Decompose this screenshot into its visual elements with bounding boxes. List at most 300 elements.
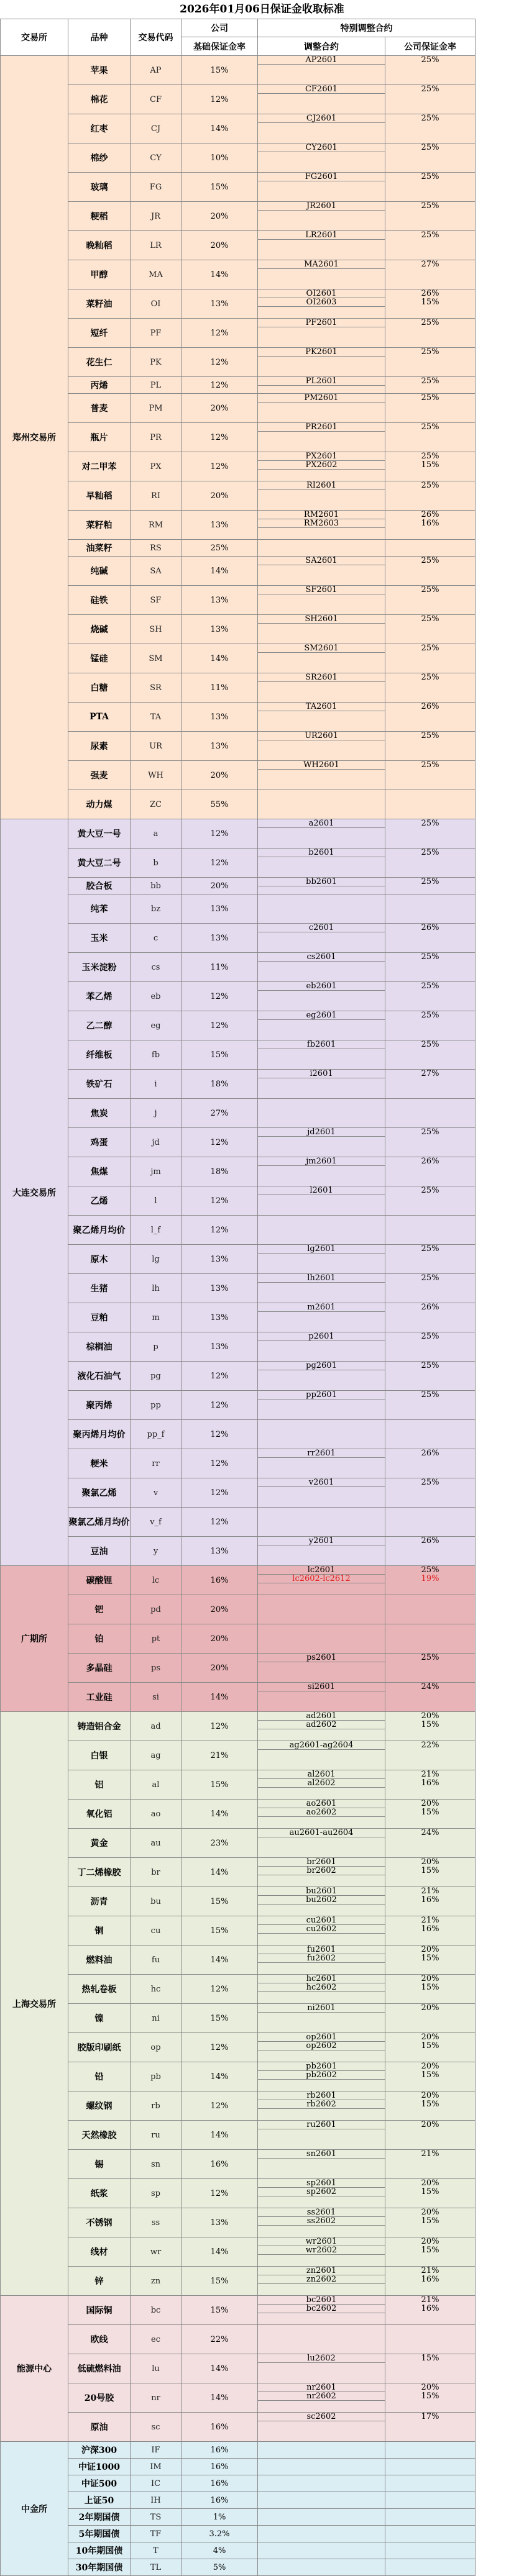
special-rate: 25% bbox=[421, 1391, 439, 1400]
special-rate: 25% bbox=[421, 615, 439, 624]
special-contract: zn2602 bbox=[258, 2275, 385, 2284]
product-name: 黄金 bbox=[68, 1829, 131, 1858]
product-name: 焦炭 bbox=[68, 1099, 131, 1128]
product-code: IC bbox=[131, 2475, 182, 2492]
special-rates bbox=[385, 1011, 476, 1040]
exchange-name: 能源中心 bbox=[0, 2296, 68, 2442]
special-rate: 26% bbox=[421, 1449, 439, 1458]
special-rates bbox=[385, 2179, 476, 2208]
special-contract: SF2601 bbox=[258, 586, 385, 594]
product-code: pp_f bbox=[131, 1420, 182, 1449]
special-rate: 25% bbox=[421, 1566, 439, 1575]
special-rate: 20% bbox=[421, 2004, 439, 2013]
base-rate: 20% bbox=[182, 761, 258, 790]
product-code: b bbox=[131, 849, 182, 878]
special-contracts bbox=[258, 557, 385, 586]
product-code: m bbox=[131, 1303, 182, 1332]
special-rates bbox=[385, 2526, 476, 2542]
special-contracts bbox=[258, 2475, 385, 2492]
product-name: 铝 bbox=[68, 1770, 131, 1800]
base-rate: 12% bbox=[182, 377, 258, 394]
special-contracts bbox=[258, 2267, 385, 2296]
special-rate: 25% bbox=[421, 849, 439, 857]
special-rates bbox=[385, 819, 476, 849]
special-rate: 25% bbox=[421, 56, 439, 65]
base-rate: 14% bbox=[182, 260, 258, 289]
base-rate: 18% bbox=[182, 1070, 258, 1099]
special-contracts bbox=[258, 1858, 385, 1887]
special-contract: ad2602 bbox=[258, 1721, 385, 1729]
special-rate: 16% bbox=[421, 1895, 439, 1905]
special-rates bbox=[385, 1946, 476, 1975]
product-name: 烧碱 bbox=[68, 615, 131, 644]
special-contracts bbox=[258, 377, 385, 394]
product-name: 尿素 bbox=[68, 732, 131, 761]
product-name: 粳米 bbox=[68, 1449, 131, 1478]
product-name: 欧线 bbox=[68, 2325, 131, 2354]
special-rate: 25% bbox=[421, 173, 439, 181]
special-rates bbox=[385, 173, 476, 202]
special-rate: 26% bbox=[421, 511, 439, 519]
base-rate: 12% bbox=[182, 2033, 258, 2062]
product-code: PM bbox=[131, 394, 182, 423]
special-contracts bbox=[258, 511, 385, 540]
special-contract: cu2601 bbox=[258, 1916, 385, 1925]
product-code: CY bbox=[131, 143, 182, 173]
special-contracts bbox=[258, 1916, 385, 1946]
special-rates bbox=[385, 231, 476, 260]
special-rates bbox=[385, 423, 476, 452]
product-name: 玻璃 bbox=[68, 173, 131, 202]
special-rate: 20% bbox=[421, 2237, 439, 2246]
base-rate: 14% bbox=[182, 1946, 258, 1975]
product-code: cs bbox=[131, 953, 182, 982]
special-rate: 25% bbox=[421, 202, 439, 211]
base-rate: 14% bbox=[182, 644, 258, 673]
special-rates bbox=[385, 56, 476, 85]
product-name: 镍 bbox=[68, 2004, 131, 2033]
special-contracts bbox=[258, 2208, 385, 2237]
special-rate: 15% bbox=[421, 2100, 439, 2109]
base-rate: 14% bbox=[182, 557, 258, 586]
product-name: 液化石油气 bbox=[68, 1362, 131, 1391]
product-code: RS bbox=[131, 540, 182, 557]
special-contract: si2601 bbox=[258, 1683, 385, 1691]
special-rate: 17% bbox=[421, 2413, 439, 2421]
special-rates bbox=[385, 644, 476, 673]
special-rate: 22% bbox=[421, 1741, 439, 1750]
special-contract: OI2601 bbox=[258, 289, 385, 298]
special-rate: 20% bbox=[421, 1975, 439, 1983]
special-contract: eb2601 bbox=[258, 982, 385, 991]
special-contracts bbox=[258, 1887, 385, 1916]
base-rate: 25% bbox=[182, 540, 258, 557]
special-rates bbox=[385, 348, 476, 377]
special-rate: 25% bbox=[421, 878, 439, 886]
special-contracts bbox=[258, 732, 385, 761]
special-contract: br2602 bbox=[258, 1867, 385, 1875]
base-rate: 12% bbox=[182, 348, 258, 377]
base-rate: 23% bbox=[182, 1829, 258, 1858]
base-rate: 12% bbox=[182, 1011, 258, 1040]
special-rates bbox=[385, 2121, 476, 2150]
special-rates bbox=[385, 1449, 476, 1478]
base-rate: 20% bbox=[182, 481, 258, 511]
base-rate: 13% bbox=[182, 732, 258, 761]
special-rates bbox=[385, 1887, 476, 1916]
product-name: 不锈钢 bbox=[68, 2208, 131, 2237]
product-name: 玉米淀粉 bbox=[68, 953, 131, 982]
product-code: sn bbox=[131, 2150, 182, 2179]
header-company: 公司 bbox=[182, 19, 258, 37]
base-rate: 3.2% bbox=[182, 2526, 258, 2542]
product-code: ad bbox=[131, 1712, 182, 1741]
special-contract: ao2602 bbox=[258, 1808, 385, 1817]
product-code: JR bbox=[131, 202, 182, 231]
base-rate: 14% bbox=[182, 1683, 258, 1712]
special-rates bbox=[385, 1624, 476, 1654]
product-name: 棉花 bbox=[68, 85, 131, 114]
special-rates bbox=[385, 2325, 476, 2354]
special-contract: TA2601 bbox=[258, 703, 385, 711]
base-rate: 20% bbox=[182, 878, 258, 894]
product-code: ru bbox=[131, 2121, 182, 2150]
special-rate: 25% bbox=[421, 377, 439, 386]
special-rates bbox=[385, 2004, 476, 2033]
special-contracts bbox=[258, 2033, 385, 2062]
product-name: 动力煤 bbox=[68, 790, 131, 819]
product-name: 红枣 bbox=[68, 114, 131, 143]
special-rates bbox=[385, 1537, 476, 1566]
product-code: p bbox=[131, 1332, 182, 1362]
base-rate: 15% bbox=[182, 56, 258, 85]
special-rate: 21% bbox=[421, 2267, 439, 2275]
special-rate: 25% bbox=[421, 1654, 439, 1662]
special-rates bbox=[385, 1040, 476, 1070]
special-rates bbox=[385, 260, 476, 289]
special-rates bbox=[385, 2033, 476, 2062]
special-contract: pg2601 bbox=[258, 1362, 385, 1370]
special-rates bbox=[385, 586, 476, 615]
special-rate: 25% bbox=[421, 819, 439, 828]
product-code: ec bbox=[131, 2325, 182, 2354]
special-contract: bc2601 bbox=[258, 2296, 385, 2305]
product-name: 白糖 bbox=[68, 673, 131, 703]
product-name: 丙烯 bbox=[68, 377, 131, 394]
base-rate: 13% bbox=[182, 1245, 258, 1274]
special-contract: SA2601 bbox=[258, 557, 385, 565]
product-name: 20号胶 bbox=[68, 2383, 131, 2413]
special-contract: PL2601 bbox=[258, 377, 385, 386]
special-contracts bbox=[258, 1303, 385, 1332]
special-contracts bbox=[258, 2179, 385, 2208]
product-name: 铁矿石 bbox=[68, 1070, 131, 1099]
special-contracts bbox=[258, 1975, 385, 2004]
product-code: PL bbox=[131, 377, 182, 394]
special-contracts bbox=[258, 2062, 385, 2091]
product-name: 5年期国债 bbox=[68, 2526, 131, 2542]
special-rate: 25% bbox=[421, 982, 439, 991]
product-code: PR bbox=[131, 423, 182, 452]
special-rates bbox=[385, 1070, 476, 1099]
special-rate: 15% bbox=[421, 2187, 439, 2196]
base-rate: 22% bbox=[182, 2325, 258, 2354]
product-code: lu bbox=[131, 2354, 182, 2383]
special-contracts bbox=[258, 2492, 385, 2509]
base-rate: 15% bbox=[182, 2004, 258, 2033]
special-contracts bbox=[258, 703, 385, 732]
product-name: 硅铁 bbox=[68, 586, 131, 615]
special-contracts bbox=[258, 849, 385, 878]
special-contract: op2601 bbox=[258, 2033, 385, 2042]
product-code: SH bbox=[131, 615, 182, 644]
special-rates bbox=[385, 2383, 476, 2413]
special-contract: al2601 bbox=[258, 1770, 385, 1779]
product-code: pb bbox=[131, 2062, 182, 2091]
base-rate: 12% bbox=[182, 1508, 258, 1537]
product-code: l bbox=[131, 1186, 182, 1216]
base-rate: 12% bbox=[182, 1186, 258, 1216]
product-name: 锌 bbox=[68, 2267, 131, 2296]
special-rates bbox=[385, 1303, 476, 1332]
base-rate: 15% bbox=[182, 1770, 258, 1800]
product-name: 纤维板 bbox=[68, 1040, 131, 1070]
special-contract: CF2601 bbox=[258, 85, 385, 94]
special-rates bbox=[385, 1800, 476, 1829]
base-rate: 15% bbox=[182, 173, 258, 202]
special-contracts bbox=[258, 2542, 385, 2559]
special-contract: lg2601 bbox=[258, 1245, 385, 1254]
special-rate: 25% bbox=[421, 1478, 439, 1487]
product-name: 普麦 bbox=[68, 394, 131, 423]
base-rate: 14% bbox=[182, 114, 258, 143]
special-contract: FG2601 bbox=[258, 173, 385, 181]
product-name: 油菜籽 bbox=[68, 540, 131, 557]
special-rates bbox=[385, 1245, 476, 1274]
header-special-rate: 公司保证金率 bbox=[385, 37, 476, 56]
product-code: y bbox=[131, 1537, 182, 1566]
product-code: rr bbox=[131, 1449, 182, 1478]
product-code: TS bbox=[131, 2509, 182, 2526]
base-rate: 12% bbox=[182, 982, 258, 1011]
product-code: jm bbox=[131, 1157, 182, 1186]
base-rate: 12% bbox=[182, 1712, 258, 1741]
special-contract: cs2601 bbox=[258, 953, 385, 962]
product-name: 棉纱 bbox=[68, 143, 131, 173]
product-code: l_f bbox=[131, 1216, 182, 1245]
product-name: 30年期国债 bbox=[68, 2559, 131, 2576]
base-rate: 16% bbox=[182, 2150, 258, 2179]
special-contracts bbox=[258, 1741, 385, 1770]
special-contracts bbox=[258, 2150, 385, 2179]
product-name: 豆粕 bbox=[68, 1303, 131, 1332]
special-contract: fu2601 bbox=[258, 1946, 385, 1954]
special-rate: 15% bbox=[421, 1720, 439, 1729]
product-name: 铸造铝合金 bbox=[68, 1712, 131, 1741]
special-rate: 20% bbox=[421, 1946, 439, 1954]
special-rates bbox=[385, 2296, 476, 2325]
base-rate: 14% bbox=[182, 1800, 258, 1829]
special-rate: 25% bbox=[421, 114, 439, 123]
base-rate: 20% bbox=[182, 202, 258, 231]
special-rates bbox=[385, 1128, 476, 1157]
product-name: 棕榈油 bbox=[68, 1332, 131, 1362]
special-contracts bbox=[258, 1654, 385, 1683]
special-contracts bbox=[258, 790, 385, 819]
special-rate: 15% bbox=[421, 2041, 439, 2050]
special-rate: 21% bbox=[421, 1770, 439, 1779]
special-contracts bbox=[258, 1624, 385, 1654]
special-rate: 24% bbox=[421, 1829, 439, 1837]
special-rate: 25% bbox=[421, 761, 439, 770]
special-contract: lc2602-lc2612 bbox=[258, 1575, 385, 1583]
special-rate: 25% bbox=[421, 481, 439, 490]
product-code: TF bbox=[131, 2526, 182, 2542]
special-contract: nr2601 bbox=[258, 2383, 385, 2392]
product-code: PX bbox=[131, 452, 182, 481]
product-name: 燃料油 bbox=[68, 1946, 131, 1975]
special-rates bbox=[385, 481, 476, 511]
special-contract: bb2601 bbox=[258, 878, 385, 886]
product-code: TA bbox=[131, 703, 182, 732]
special-rate: 21% bbox=[421, 1887, 439, 1896]
product-code: ZC bbox=[131, 790, 182, 819]
base-rate: 13% bbox=[182, 1332, 258, 1362]
special-rates bbox=[385, 703, 476, 732]
special-contract: RM2603 bbox=[258, 519, 385, 528]
product-name: 短纤 bbox=[68, 319, 131, 348]
special-contracts bbox=[258, 1391, 385, 1420]
product-code: nr bbox=[131, 2383, 182, 2413]
special-contracts bbox=[258, 1537, 385, 1566]
product-code: AP bbox=[131, 56, 182, 85]
special-rates bbox=[385, 673, 476, 703]
base-rate: 12% bbox=[182, 1975, 258, 2004]
special-contracts bbox=[258, 56, 385, 85]
product-name: PTA bbox=[68, 703, 131, 732]
special-rate: 25% bbox=[421, 557, 439, 565]
special-rate: 25% bbox=[421, 732, 439, 740]
special-contracts bbox=[258, 2559, 385, 2576]
special-contract: pp2601 bbox=[258, 1391, 385, 1400]
special-contracts bbox=[258, 289, 385, 319]
special-rate: 25% bbox=[421, 1128, 439, 1137]
product-code: T bbox=[131, 2542, 182, 2559]
special-rates bbox=[385, 732, 476, 761]
product-name: 聚氯乙烯月均价 bbox=[68, 1508, 131, 1537]
special-rate: 25% bbox=[421, 644, 439, 653]
special-contracts bbox=[258, 1770, 385, 1800]
product-code: RI bbox=[131, 481, 182, 511]
special-contracts bbox=[258, 1245, 385, 1274]
special-contract: jm2601 bbox=[258, 1157, 385, 1166]
special-rates bbox=[385, 1391, 476, 1420]
special-rates bbox=[385, 790, 476, 819]
special-contracts bbox=[258, 2509, 385, 2526]
base-rate: 13% bbox=[182, 586, 258, 615]
base-rate: 13% bbox=[182, 1303, 258, 1332]
product-code: bu bbox=[131, 1887, 182, 1916]
base-rate: 12% bbox=[182, 1128, 258, 1157]
product-name: 生猪 bbox=[68, 1274, 131, 1303]
special-rate: 15% bbox=[421, 2246, 439, 2255]
special-contract: bu2601 bbox=[258, 1887, 385, 1896]
base-rate: 15% bbox=[182, 1040, 258, 1070]
exchange-name: 郑州交易所 bbox=[0, 56, 68, 819]
special-contract: ss2601 bbox=[258, 2208, 385, 2217]
special-rate: 24% bbox=[421, 1683, 439, 1691]
special-rate: 16% bbox=[421, 1924, 439, 1934]
special-rate: 27% bbox=[421, 1070, 439, 1078]
base-rate: 20% bbox=[182, 1595, 258, 1624]
special-rates bbox=[385, 1770, 476, 1800]
product-name: 原油 bbox=[68, 2413, 131, 2442]
base-rate: 14% bbox=[182, 2383, 258, 2413]
special-contracts bbox=[258, 394, 385, 423]
product-name: 粳稻 bbox=[68, 202, 131, 231]
special-rates bbox=[385, 1741, 476, 1770]
base-rate: 13% bbox=[182, 924, 258, 953]
product-code: TL bbox=[131, 2559, 182, 2576]
header-contract: 调整合约 bbox=[258, 37, 385, 56]
special-contract: p2601 bbox=[258, 1332, 385, 1341]
special-rate: 25% bbox=[421, 394, 439, 403]
product-code: v bbox=[131, 1478, 182, 1508]
special-contracts bbox=[258, 1332, 385, 1362]
special-rates bbox=[385, 289, 476, 319]
special-rate: 15% bbox=[421, 460, 439, 470]
special-contracts bbox=[258, 1712, 385, 1741]
special-rates bbox=[385, 377, 476, 394]
special-contract: hc2601 bbox=[258, 1975, 385, 1983]
product-code: fu bbox=[131, 1946, 182, 1975]
exchange-name: 广期所 bbox=[0, 1566, 68, 1712]
special-contracts bbox=[258, 2459, 385, 2475]
base-rate: 20% bbox=[182, 1654, 258, 1683]
special-rate: 15% bbox=[421, 298, 439, 307]
product-code: MA bbox=[131, 260, 182, 289]
special-contracts bbox=[258, 982, 385, 1011]
special-rate: 26% bbox=[421, 1303, 439, 1312]
special-rates bbox=[385, 1216, 476, 1245]
special-rates bbox=[385, 394, 476, 423]
special-rate: 25% bbox=[421, 85, 439, 94]
special-contracts bbox=[258, 143, 385, 173]
base-rate: 15% bbox=[182, 2267, 258, 2296]
special-rate: 20% bbox=[421, 1800, 439, 1808]
special-contracts bbox=[258, 644, 385, 673]
special-contract: v2601 bbox=[258, 1478, 385, 1487]
special-contracts bbox=[258, 85, 385, 114]
product-code: eb bbox=[131, 982, 182, 1011]
product-code: bz bbox=[131, 894, 182, 924]
special-contracts bbox=[258, 615, 385, 644]
special-contract: ps2601 bbox=[258, 1654, 385, 1662]
special-rates bbox=[385, 2208, 476, 2237]
base-rate: 11% bbox=[182, 673, 258, 703]
product-name: 对二甲苯 bbox=[68, 452, 131, 481]
base-rate: 10% bbox=[182, 143, 258, 173]
product-name: 聚乙烯月均价 bbox=[68, 1216, 131, 1245]
product-code: fb bbox=[131, 1040, 182, 1070]
base-rate: 13% bbox=[182, 289, 258, 319]
special-contract: l2601 bbox=[258, 1186, 385, 1195]
special-rate: 25% bbox=[421, 673, 439, 682]
special-rates bbox=[385, 114, 476, 143]
special-contracts bbox=[258, 1800, 385, 1829]
base-rate: 12% bbox=[182, 1449, 258, 1478]
product-code: SA bbox=[131, 557, 182, 586]
